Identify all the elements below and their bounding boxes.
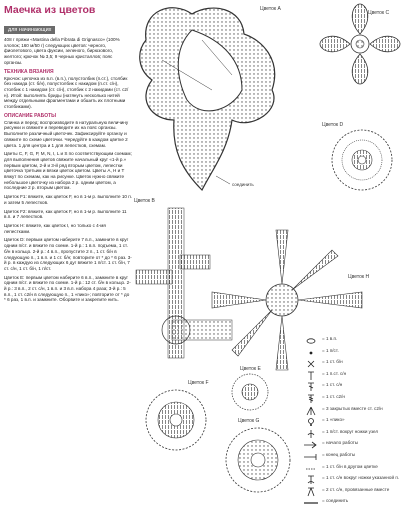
legend-label: = 1 п.ст. с/н bbox=[322, 370, 347, 376]
flower-h-label: Цветок H bbox=[348, 274, 370, 280]
flower-a-label: Цветок A bbox=[260, 6, 281, 12]
connect-label: соединить bbox=[232, 182, 254, 187]
half-double-icon bbox=[300, 371, 322, 381]
legend-label: = 1 ст. с/н вокруг ножки указанной п. bbox=[322, 475, 400, 481]
description-paragraph: Цветок F1: вяжите, как цветок F, но в 1-м р. выполните 10 п. и затем 5 лепестков. bbox=[4, 194, 132, 205]
legend-label: = 1 в.п. bbox=[322, 336, 338, 341]
flower-b-label: Цветок B bbox=[134, 198, 155, 204]
legend-label: = 1 п/ст. вокруг ножки узел bbox=[322, 428, 379, 434]
flower-f-label: Цветок F bbox=[188, 380, 209, 386]
legend-row bbox=[300, 382, 404, 394]
chain-icon bbox=[300, 336, 322, 346]
front-post-icon bbox=[300, 475, 322, 485]
slip-stitch-icon bbox=[300, 348, 322, 358]
legend-label: = 3 закрытых вместе ст. с2/н bbox=[322, 405, 383, 411]
text-column bbox=[4, 4, 132, 508]
flower-g-diagram bbox=[226, 418, 290, 492]
description-paragraph: Цветок D: первым цветом наберите 7 в.п., замкните в круг одним п/ст. и вяжите по схеме. 1-й р.: 1 в.п. подъема, 1 ст. б/н в кольцо. 2-й р.: 4 в.п., пропустите 2 п., 1 ст. б/н в следующую п., 1 в.п. и 1 ст. б/н; повторите от * до * 6 раз. 3-й р. в каждую из следующих 6 дуг вяжите 1 п/ст. 1 ст. б/н, 7 ст. с/н, 1 ст. б/н, 1 п/ст. bbox=[4, 237, 132, 271]
materials-text: 408 г пряжи «Mastina della Fibrata di Grignasco» (100% хлопок; 160 м/50 г) следующих цветов: черного, фиолетового, цвета фуксии, зеленого, бирюзового, желтого; крючок № 3,5; 9 черных кристаллов; пояс органзы. bbox=[4, 37, 120, 65]
flower-b-diagram bbox=[134, 198, 232, 358]
legend-row bbox=[300, 429, 404, 441]
legend-row bbox=[300, 406, 404, 418]
legend-label: = 1 ст. с/н bbox=[322, 382, 343, 388]
legend-label: = 1 ст. с2/н bbox=[322, 393, 345, 399]
legend-row bbox=[300, 371, 404, 383]
legend-label: = соединить bbox=[322, 498, 349, 504]
legend-row bbox=[300, 394, 404, 406]
symbol-legend bbox=[300, 336, 404, 510]
description-paragraph: Цветок H: вяжите, как цветок I, но только с 4-мя лепестками. bbox=[4, 222, 106, 234]
cluster-icon bbox=[300, 406, 322, 416]
legend-row bbox=[300, 336, 404, 348]
flower-c-label: Цветок C bbox=[368, 10, 390, 16]
legend-row bbox=[300, 348, 404, 360]
flower-f-diagram bbox=[146, 380, 209, 450]
single-crochet-icon bbox=[300, 359, 322, 369]
description-paragraph: Цветок E: первым цветом наберите 6 в.п., замкните в круг одним п/ст. и вяжите по схеме. 1-й р.: 12 ст. б/н в кольцо. 2-й р.: 3 в.п., 2 ст. с/н, 1 в.п. и 3 в.п. набора 4 раза; 3-й р.: 5 в.п., 1 ст. с2/н в следующую п., 1 «пико»; повторите от * до * 6 раз, 1 в.п. и замкните. Оборвите и закрепите нить. bbox=[4, 274, 131, 303]
legend-label: = 2 ст. с/н, провязанные вместе bbox=[322, 486, 390, 492]
treble-icon bbox=[300, 394, 322, 404]
flower-e-diagram bbox=[232, 366, 268, 410]
start-arrow-icon bbox=[300, 440, 322, 450]
legend-label: = 1 ст. б/н в другом цветке bbox=[322, 463, 378, 469]
legend-row bbox=[300, 440, 404, 452]
post-stitch-icon bbox=[300, 429, 322, 439]
description-paragraph: Цветок F2: вяжите, как цветок F, но в 1-м р. выполните 11 в.п. и 7 лепестков. bbox=[4, 208, 127, 220]
flower-c-diagram bbox=[320, 4, 400, 84]
legend-row bbox=[300, 487, 404, 499]
legend-row bbox=[300, 475, 404, 487]
double-crochet-icon bbox=[300, 382, 322, 392]
flower-e-label: Цветок E bbox=[240, 366, 261, 372]
flower-d-diagram bbox=[322, 122, 392, 190]
end-arrow-icon bbox=[300, 452, 322, 462]
decrease-icon bbox=[300, 487, 322, 497]
legend-label: = 1 «пико» bbox=[322, 417, 345, 423]
legend-row bbox=[300, 417, 404, 429]
page-title: Маечка из цветов bbox=[4, 4, 96, 16]
legend-label: = 1 п/ст. bbox=[322, 347, 339, 353]
picot-icon bbox=[300, 417, 322, 427]
difficulty-tag: для начинающих bbox=[4, 26, 55, 34]
flower-g-label: Цветок G bbox=[238, 418, 260, 424]
technique-text: Крючок: цепочка из в.п. (в.п.), полустолбик (п.ст.), столбик без накида (ст. б/н), полустолбик с накидом (п.ст. с/н), столбик с 1 накидом (ст. с/н), столбик с 2 накидами (ст. с2/н). Итой: выполнять бриды (натянуть несколько нитей между отдельными фрагментами и обшить их плотными столбиками). bbox=[4, 75, 129, 110]
description-paragraph: Спинка и перед: воспроизводите в натуральную величину рисунки и свяжите и переведите их на пояс органзы. Выполните различный цветочек. Зафиксируйте органзу и свяжите по схеме цветочки. Чередуйте в каждом цветке 2 цвета. 1 для центра и 1 для лепестков, схемам. bbox=[4, 119, 129, 148]
legend-label: = конец работы bbox=[322, 451, 356, 457]
legend-row bbox=[300, 452, 404, 464]
description-paragraph: Цветы C, F, G, P, M, N, I, L и S по соответствующим схемам; для выполнения цветов свяжите начальный круг «1-й р.» первым цветом, 2-й и 3-й ряд вторым цветом, лепестки цветочка третьим и вязки цветок цветом. Цветы A, H и T вяжут по схемам, как на рисунке. Цветок нужно свяжите небольшое цветочку из набора 2 р. одним цветом, а последние 2 р. вторым цветом. bbox=[4, 151, 132, 191]
legend-row bbox=[300, 498, 404, 510]
legend-row bbox=[300, 359, 404, 371]
technique-heading: ТЕХНИКА ВЯЗАНИЯ bbox=[4, 68, 54, 75]
legend-row bbox=[300, 464, 404, 476]
legend-label: = начало работы bbox=[322, 440, 359, 446]
legend-label: = 1 ст. б/н bbox=[322, 359, 343, 365]
flower-a-diagram bbox=[140, 6, 282, 190]
flower-d-label: Цветок D bbox=[322, 122, 344, 128]
join-icon bbox=[300, 464, 322, 474]
connect-icon bbox=[300, 498, 322, 508]
description-heading: ОПИСАНИЕ РАБОТЫ bbox=[4, 112, 57, 119]
